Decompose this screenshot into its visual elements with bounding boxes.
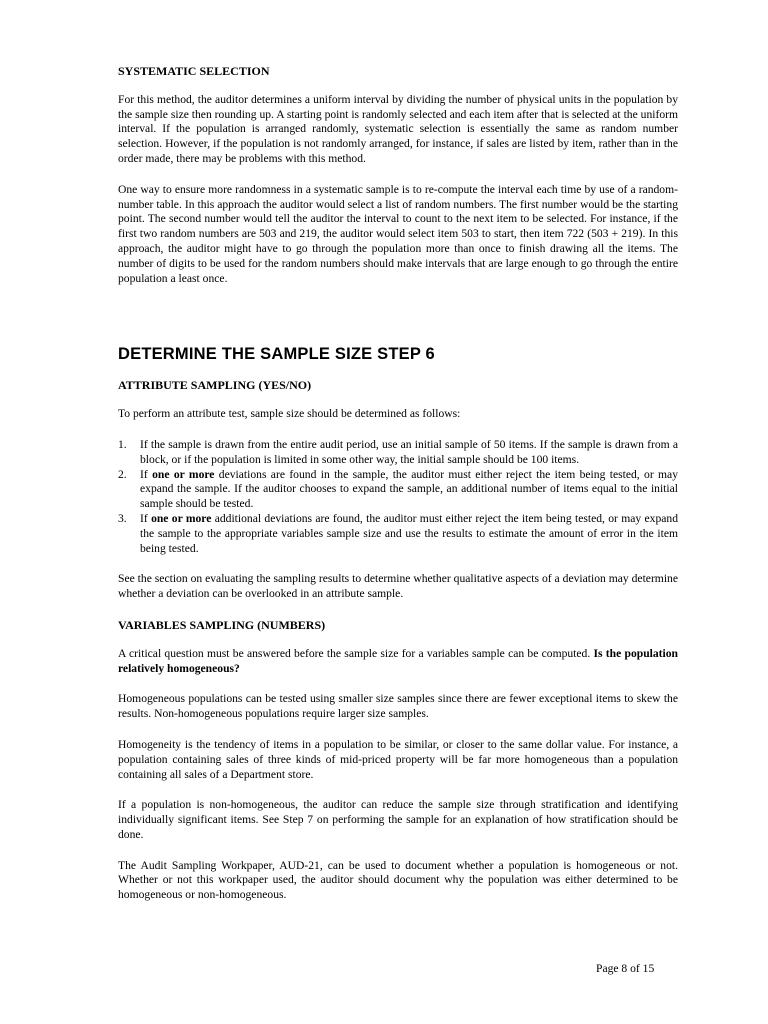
attribute-sampling-note: See the section on evaluating the sampling results to determine whether qualitative aspects of a deviation may determine whether a deviation can be overlooked in an attribute sample. [118,572,678,601]
variables-paragraph-5: The Audit Sampling Workpaper, AUD-21, can be used to document whether a population is homogeneous or not. Whether or not this workpaper used, the auditor should document why the population was either determined to be homogeneous or non-homogeneous. [118,858,678,902]
list-item-number: 2. [118,467,127,481]
list-item-number: 1. [118,437,127,451]
attribute-sampling-heading: ATTRIBUTE SAMPLING (YES/NO) [118,378,312,393]
variables-paragraph-2: Homogeneous populations can be tested using smaller size samples since there are fewer exceptional items to skew the results. Non-homogeneous populations require larger size samples. [118,692,678,721]
attribute-steps-list [118,438,678,556]
list-item [118,438,678,468]
list-item [118,468,678,512]
list-item-text-pre: If [140,511,152,525]
systematic-selection-paragraph-1: For this method, the auditor determines a uniform interval by dividing the number of physical units in the population by the sample size then rounding up. A starting point is randomly selected and each item after that is selected at the uniform interval. If the population is arranged randomly, systematic selection is essentially the same as random number selection. However, if the population is not randomly arranged, for instance, if sales are listed by item, rather than in the order made, there may be problems with this method. [118,92,678,165]
list-item-number: 3. [118,511,127,525]
attribute-sampling-intro: To perform an attribute test, sample size should be determined as follows: [118,407,461,421]
variables-paragraph-4: If a population is non-homogeneous, the auditor can reduce the sample size through stratification and identifying individually significant items. See Step 7 on performing the sample for an explanation of how stratification should be done. [118,798,678,841]
list-item-emphasis: one or more [151,511,212,525]
sample-size-step-heading: DETERMINE THE SAMPLE SIZE STEP 6 [118,345,435,364]
document-page [118,64,678,919]
page-number: Page 8 of 15 [596,962,655,975]
variables-question: Is the population relatively homogeneous? [118,646,678,675]
variables-paragraph-1-text: A critical question must be answered before the sample size for a variables sample can be computed. [118,646,594,660]
systematic-selection-heading: SYSTEMATIC SELECTION [118,64,270,78]
list-item-text-post: deviations are found in the sample, the auditor must either reject the item being tested, or may expand the sample. If the auditor chooses to expand the sample, an additional number of items equal to the initial sample should be tested. [140,467,678,511]
list-item-text: If the sample is drawn from the entire audit period, use an initial sample of 50 items. If the sample is drawn from a block, or if the population is limited in some other way, the initial sample should be 100 items. [140,437,678,466]
list-item [118,512,678,556]
list-item-text-post: additional deviations are found, the auditor must either reject the item being tested, or may expand the sample to the appropriate variables sample size and use the results to estimate the amount of error in the item being tested. [140,511,679,555]
variables-paragraph-1 [118,647,678,677]
systematic-selection-paragraph-2: One way to ensure more randomness in a systematic sample is to re-compute the interval each time by use of a random-number table. In this approach the auditor would select a list of random numbers. The first number would be the starting point. The second number would tell the auditor the interval to count to the next item to be selected. For instance, if the first two random numbers are 503 and 219, the auditor would select item 503 to start, then item 722 (503 + 219). In this approach, the auditor might have to go through the population more than once to finish drawing all the items. The number of digits to be used for the random numbers should make intervals that are large enough to go through the entire population a least once. [118,182,678,285]
list-item-emphasis: one or more [152,467,215,481]
list-item-text-pre: If [140,467,153,481]
variables-paragraph-3: Homogeneity is the tendency of items in a population to be similar, or closer to the same dollar value. For instance, a population containing sales of three kinds of mid-priced property will be far more homogeneous than a population containing all sales of a Department store. [118,737,678,781]
variables-sampling-heading: VARIABLES SAMPLING (NUMBERS) [118,617,326,632]
